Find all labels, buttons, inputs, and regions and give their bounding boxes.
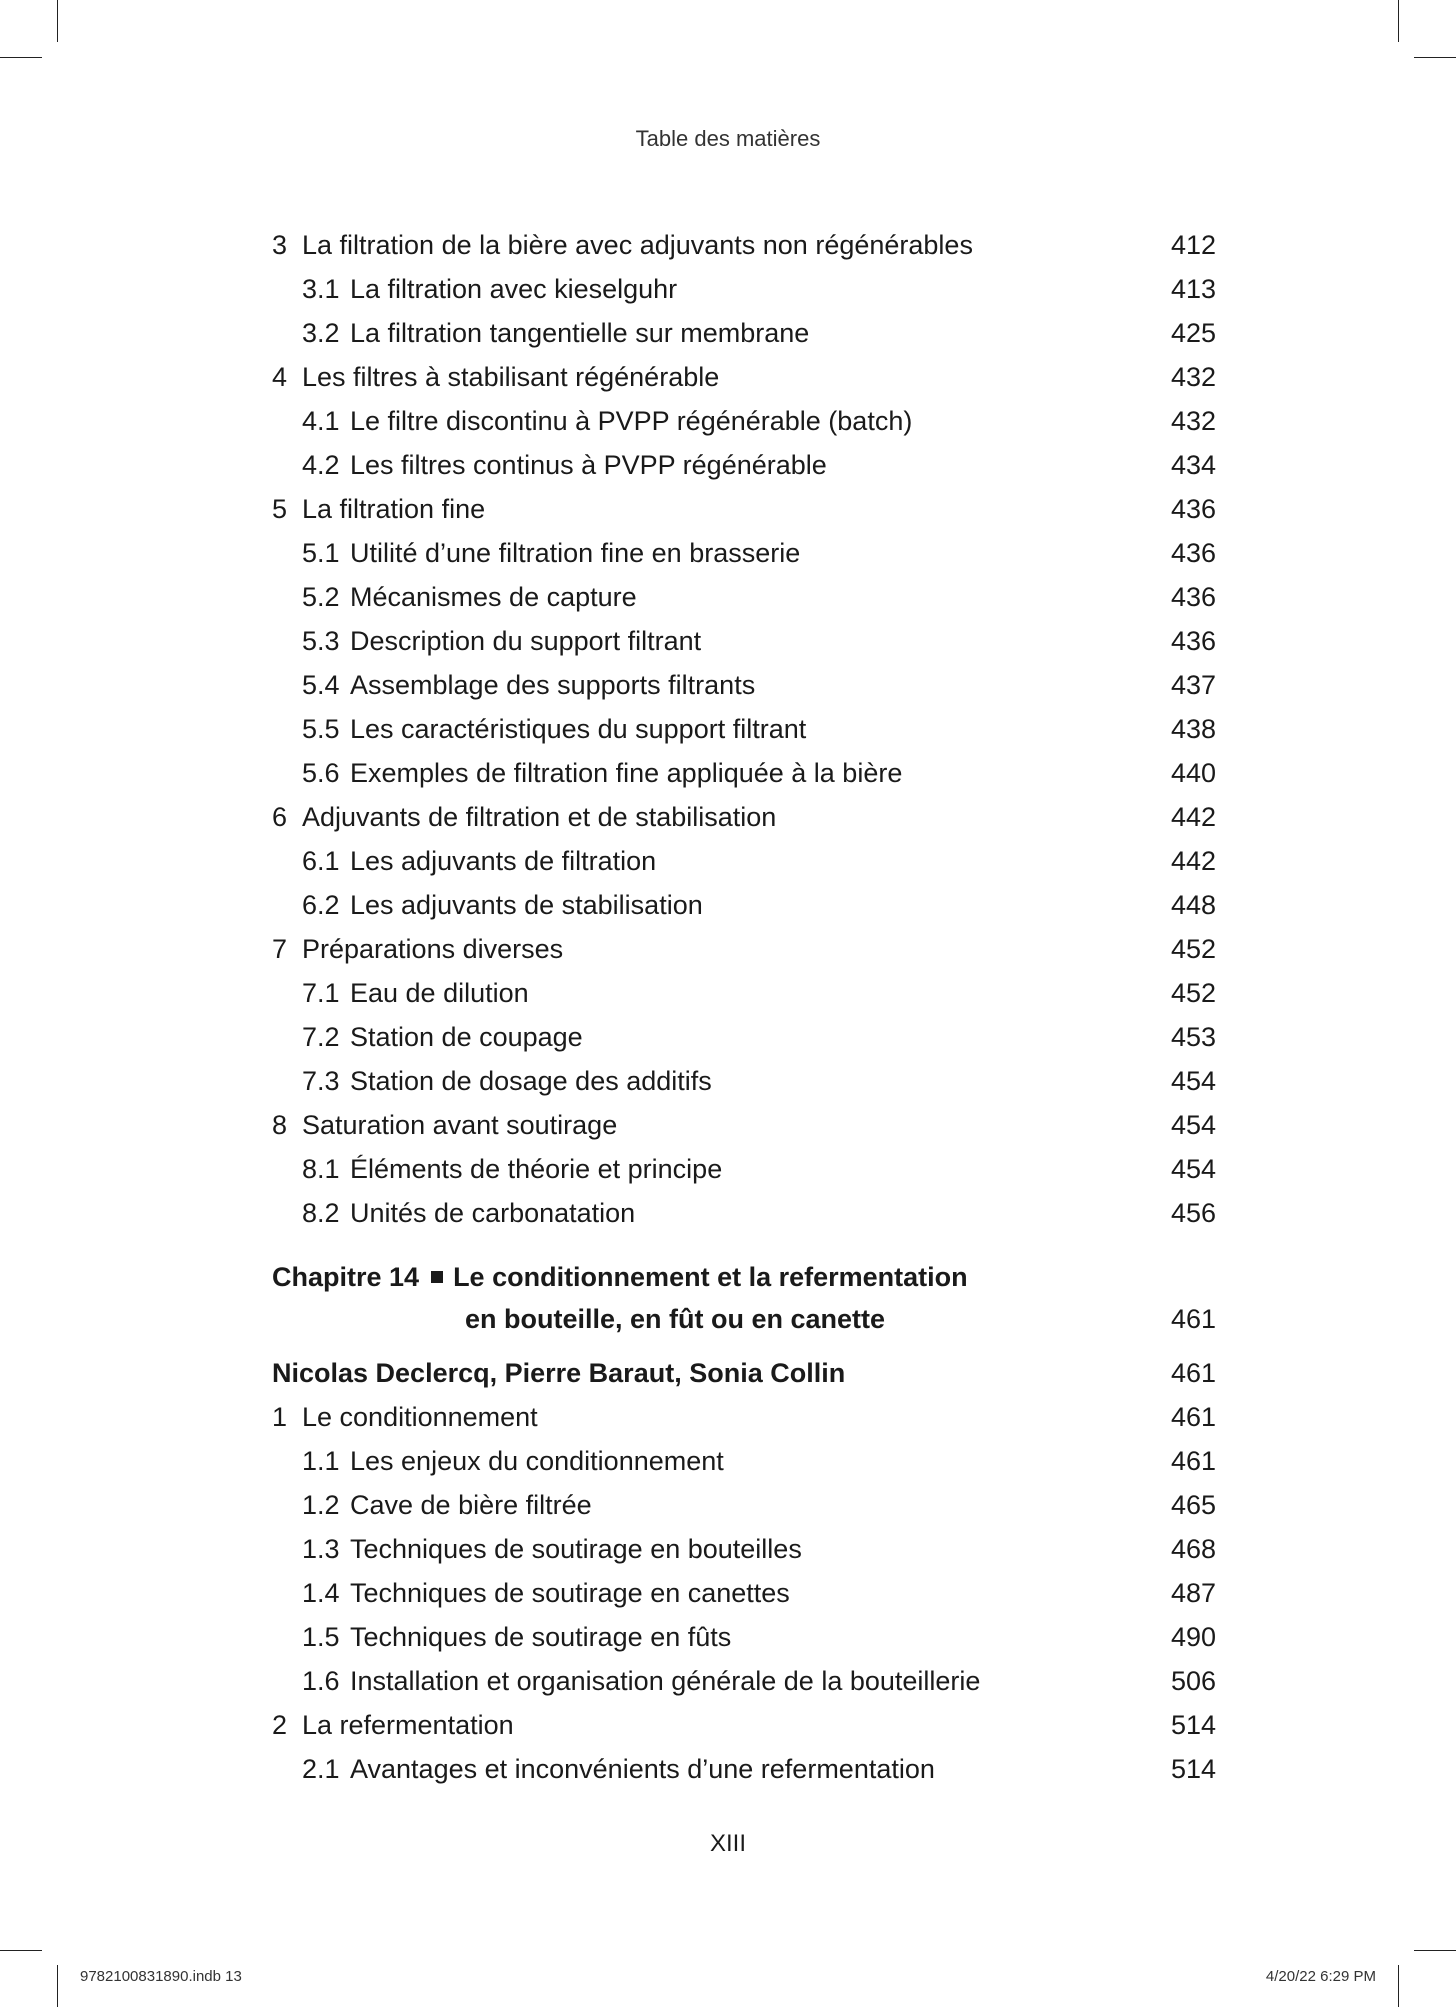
toc-entry-label: Exemples de filtration fine appliquée à la bière: [350, 758, 903, 788]
toc-entry-number: 5.2: [302, 582, 340, 612]
toc-entry-page: 413: [1170, 274, 1216, 304]
toc-entry-page: 434: [1170, 450, 1216, 480]
toc-entry-page: 452: [1170, 978, 1216, 1008]
crop-mark: [1398, 0, 1399, 42]
toc-entry-page: 437: [1170, 670, 1216, 700]
toc-entry-page: 514: [1170, 1754, 1216, 1784]
toc-entry[interactable]: [272, 531, 1216, 575]
toc-entry-number: 7: [272, 934, 288, 964]
toc-entry-number: 8.2: [302, 1198, 340, 1228]
toc-entry-number: 5.1: [302, 538, 340, 568]
toc-entry[interactable]: [272, 1747, 1216, 1791]
toc-entry-number: 6.2: [302, 890, 340, 920]
toc-entry-number: 3: [272, 230, 288, 260]
toc-entry[interactable]: [272, 355, 1216, 399]
toc-entry-number: 3.1: [302, 274, 340, 304]
toc-entry-page: 442: [1170, 846, 1216, 876]
toc-entry-number: 7.1: [302, 978, 340, 1008]
toc-entry-label: Cave de bière filtrée: [350, 1490, 592, 1520]
toc-entry-page: 465: [1170, 1490, 1216, 1520]
toc-entry-label: Les adjuvants de filtration: [350, 846, 657, 876]
toc-entry[interactable]: [272, 1059, 1216, 1103]
toc-entry-page: 436: [1170, 538, 1216, 568]
toc-entry-label: Adjuvants de filtration et de stabilisation: [302, 802, 777, 832]
toc-entry-label: Mécanismes de capture: [350, 582, 637, 612]
toc-entry-number: 7.3: [302, 1066, 340, 1096]
chapter-page: 461: [1170, 1304, 1216, 1334]
toc-entry-label: Préparations diverses: [302, 934, 564, 964]
toc-entry-number: 1.2: [302, 1490, 340, 1520]
toc-entry[interactable]: [272, 883, 1216, 927]
toc-entry-label: La filtration avec kieselguhr: [350, 274, 678, 304]
toc-entry[interactable]: [272, 575, 1216, 619]
toc-entry-page: 490: [1170, 1622, 1216, 1652]
toc-entry-number: 1: [272, 1402, 288, 1432]
toc-entry-page: 425: [1170, 318, 1216, 348]
toc-entry-label: Les adjuvants de stabilisation: [350, 890, 703, 920]
toc-entry[interactable]: [272, 1439, 1216, 1483]
toc-entry[interactable]: [272, 443, 1216, 487]
crop-mark: [1414, 57, 1456, 58]
toc-entry[interactable]: [272, 1015, 1216, 1059]
toc-entry[interactable]: [272, 1103, 1216, 1147]
toc-entry-label: Avantages et inconvénients d’une refermentation: [350, 1754, 935, 1784]
crop-mark: [57, 1965, 58, 2007]
toc-entry-page: 412: [1170, 230, 1216, 260]
crop-mark: [1414, 1950, 1456, 1951]
toc-entry-number: 4: [272, 362, 288, 392]
toc-entry[interactable]: [272, 1395, 1216, 1439]
toc-entry[interactable]: [272, 487, 1216, 531]
toc-entry[interactable]: [272, 795, 1216, 839]
toc-entry[interactable]: [272, 1483, 1216, 1527]
toc-entry[interactable]: [272, 267, 1216, 311]
toc-entry-page: 514: [1170, 1710, 1216, 1740]
square-bullet-icon: [431, 1271, 443, 1283]
toc-entry-label: La filtration de la bière avec adjuvants non régénérables: [302, 230, 973, 260]
toc-entry-label: Installation et organisation générale de la bouteillerie: [350, 1666, 981, 1696]
toc-entry[interactable]: [272, 839, 1216, 883]
table-of-contents: [272, 223, 1216, 1791]
toc-entry-label: Les caractéristiques du support filtrant: [350, 714, 807, 744]
toc-entry[interactable]: [272, 1527, 1216, 1571]
toc-entry-page: 487: [1170, 1578, 1216, 1608]
toc-entry-page: 436: [1170, 626, 1216, 656]
toc-entry-number: 1.3: [302, 1534, 340, 1564]
toc-entry-page: 454: [1170, 1066, 1216, 1096]
toc-entry-label: Le filtre discontinu à PVPP régénérable (batch): [350, 406, 913, 436]
toc-entry[interactable]: [272, 927, 1216, 971]
toc-entry[interactable]: [272, 1571, 1216, 1615]
crop-mark: [0, 57, 42, 58]
toc-entry-page: 456: [1170, 1198, 1216, 1228]
toc-entry-label: Techniques de soutirage en bouteilles: [350, 1534, 802, 1564]
toc-entry[interactable]: [272, 619, 1216, 663]
print-slug-file: 9782100831890.indb 13: [80, 1968, 242, 1985]
toc-entry-label: Saturation avant soutirage: [302, 1110, 618, 1140]
toc-entry-number: 1.6: [302, 1666, 340, 1696]
toc-entry-label: La filtration fine: [302, 494, 486, 524]
toc-entry[interactable]: [272, 971, 1216, 1015]
chapter-number: Chapitre 14: [272, 1262, 420, 1292]
toc-entry-number: 5.5: [302, 714, 340, 744]
toc-entry-page: 436: [1170, 494, 1216, 524]
toc-entry-number: 4.2: [302, 450, 340, 480]
crop-mark: [1398, 1965, 1399, 2007]
toc-entry-label: La filtration tangentielle sur membrane: [350, 318, 810, 348]
toc-entry[interactable]: [272, 1703, 1216, 1747]
toc-entry-page: 432: [1170, 362, 1216, 392]
toc-entry-label: Le conditionnement: [302, 1402, 538, 1432]
authors-label: Nicolas Declercq, Pierre Baraut, Sonia Collin: [272, 1358, 846, 1388]
toc-entry-page: 461: [1170, 1402, 1216, 1432]
authors-page: 461: [1170, 1358, 1216, 1388]
toc-entry-label: Les filtres continus à PVPP régénérable: [350, 450, 827, 480]
toc-entry-number: 1.1: [302, 1446, 340, 1476]
toc-entry-label: Unités de carbonatation: [350, 1198, 636, 1228]
toc-entry-number: 3.2: [302, 318, 340, 348]
toc-entry[interactable]: [272, 1147, 1216, 1191]
toc-entry-label: Utilité d’une filtration fine en brasserie: [350, 538, 801, 568]
toc-entry[interactable]: [272, 399, 1216, 443]
toc-entry-page: 432: [1170, 406, 1216, 436]
toc-entry-number: 6.1: [302, 846, 340, 876]
toc-entry-page: 442: [1170, 802, 1216, 832]
toc-entry[interactable]: [272, 1191, 1216, 1235]
toc-entry-number: 5.3: [302, 626, 340, 656]
toc-section-part1: [272, 223, 1216, 1235]
toc-entry-label: Les enjeux du conditionnement: [350, 1446, 724, 1476]
print-slug-timestamp: 4/20/22 6:29 PM: [1265, 1968, 1376, 1985]
toc-entry-number: 8.1: [302, 1154, 340, 1184]
crop-mark: [0, 1950, 42, 1951]
toc-entry[interactable]: [272, 311, 1216, 355]
toc-entry-label: Techniques de soutirage en fûts: [350, 1622, 732, 1652]
toc-entry-page: 436: [1170, 582, 1216, 612]
toc-section-part2: [272, 1395, 1216, 1791]
toc-entry-label: La refermentation: [302, 1710, 514, 1740]
toc-entry-label: Éléments de théorie et principe: [350, 1154, 723, 1184]
toc-entry-number: 6: [272, 802, 288, 832]
toc-entry-number: 1.5: [302, 1622, 340, 1652]
chapter-title-line1: [272, 1255, 968, 1299]
toc-entry-label: Station de dosage des additifs: [350, 1066, 712, 1096]
toc-entry-page: 454: [1170, 1110, 1216, 1140]
toc-entry[interactable]: [272, 223, 1216, 267]
toc-entry-label: Description du support filtrant: [350, 626, 702, 656]
toc-entry-number: 2: [272, 1710, 288, 1740]
toc-entry-number: 1.4: [302, 1578, 340, 1608]
toc-entry-page: 453: [1170, 1022, 1216, 1052]
chapter-title: Le conditionnement et la refermentation: [453, 1262, 968, 1292]
toc-entry-number: 4.1: [302, 406, 340, 436]
toc-entry-label: Les filtres à stabilisant régénérable: [302, 362, 720, 392]
toc-entry-number: 7.2: [302, 1022, 340, 1052]
toc-entry[interactable]: [272, 663, 1216, 707]
toc-entry-page: 461: [1170, 1446, 1216, 1476]
chapter-title-line2: en bouteille, en fût ou en canette: [465, 1304, 886, 1334]
toc-entry-label: Station de coupage: [350, 1022, 583, 1052]
toc-entry-number: 5: [272, 494, 288, 524]
toc-entry-number: 5.6: [302, 758, 340, 788]
toc-entry-number: 5.4: [302, 670, 340, 700]
toc-entry[interactable]: [272, 1615, 1216, 1659]
crop-mark: [57, 0, 58, 42]
toc-entry-label: Eau de dilution: [350, 978, 529, 1008]
toc-entry-page: 438: [1170, 714, 1216, 744]
toc-entry[interactable]: [272, 751, 1216, 795]
chapter-heading[interactable]: [272, 1255, 1216, 1345]
toc-entry-number: 2.1: [302, 1754, 340, 1784]
toc-entry-label: Assemblage des supports filtrants: [350, 670, 756, 700]
toc-entry-number: 8: [272, 1110, 288, 1140]
toc-entry[interactable]: [272, 1659, 1216, 1703]
toc-entry-page: 440: [1170, 758, 1216, 788]
running-head: Table des matières: [635, 126, 821, 151]
page-number: XIII: [709, 1830, 746, 1857]
toc-entry-page: 448: [1170, 890, 1216, 920]
toc-entry-label: Techniques de soutirage en canettes: [350, 1578, 790, 1608]
toc-entry-page: 454: [1170, 1154, 1216, 1184]
toc-entry-page: 506: [1170, 1666, 1216, 1696]
chapter-authors[interactable]: [272, 1351, 1216, 1395]
toc-entry-page: 468: [1170, 1534, 1216, 1564]
toc-entry-page: 452: [1170, 934, 1216, 964]
toc-entry[interactable]: [272, 707, 1216, 751]
